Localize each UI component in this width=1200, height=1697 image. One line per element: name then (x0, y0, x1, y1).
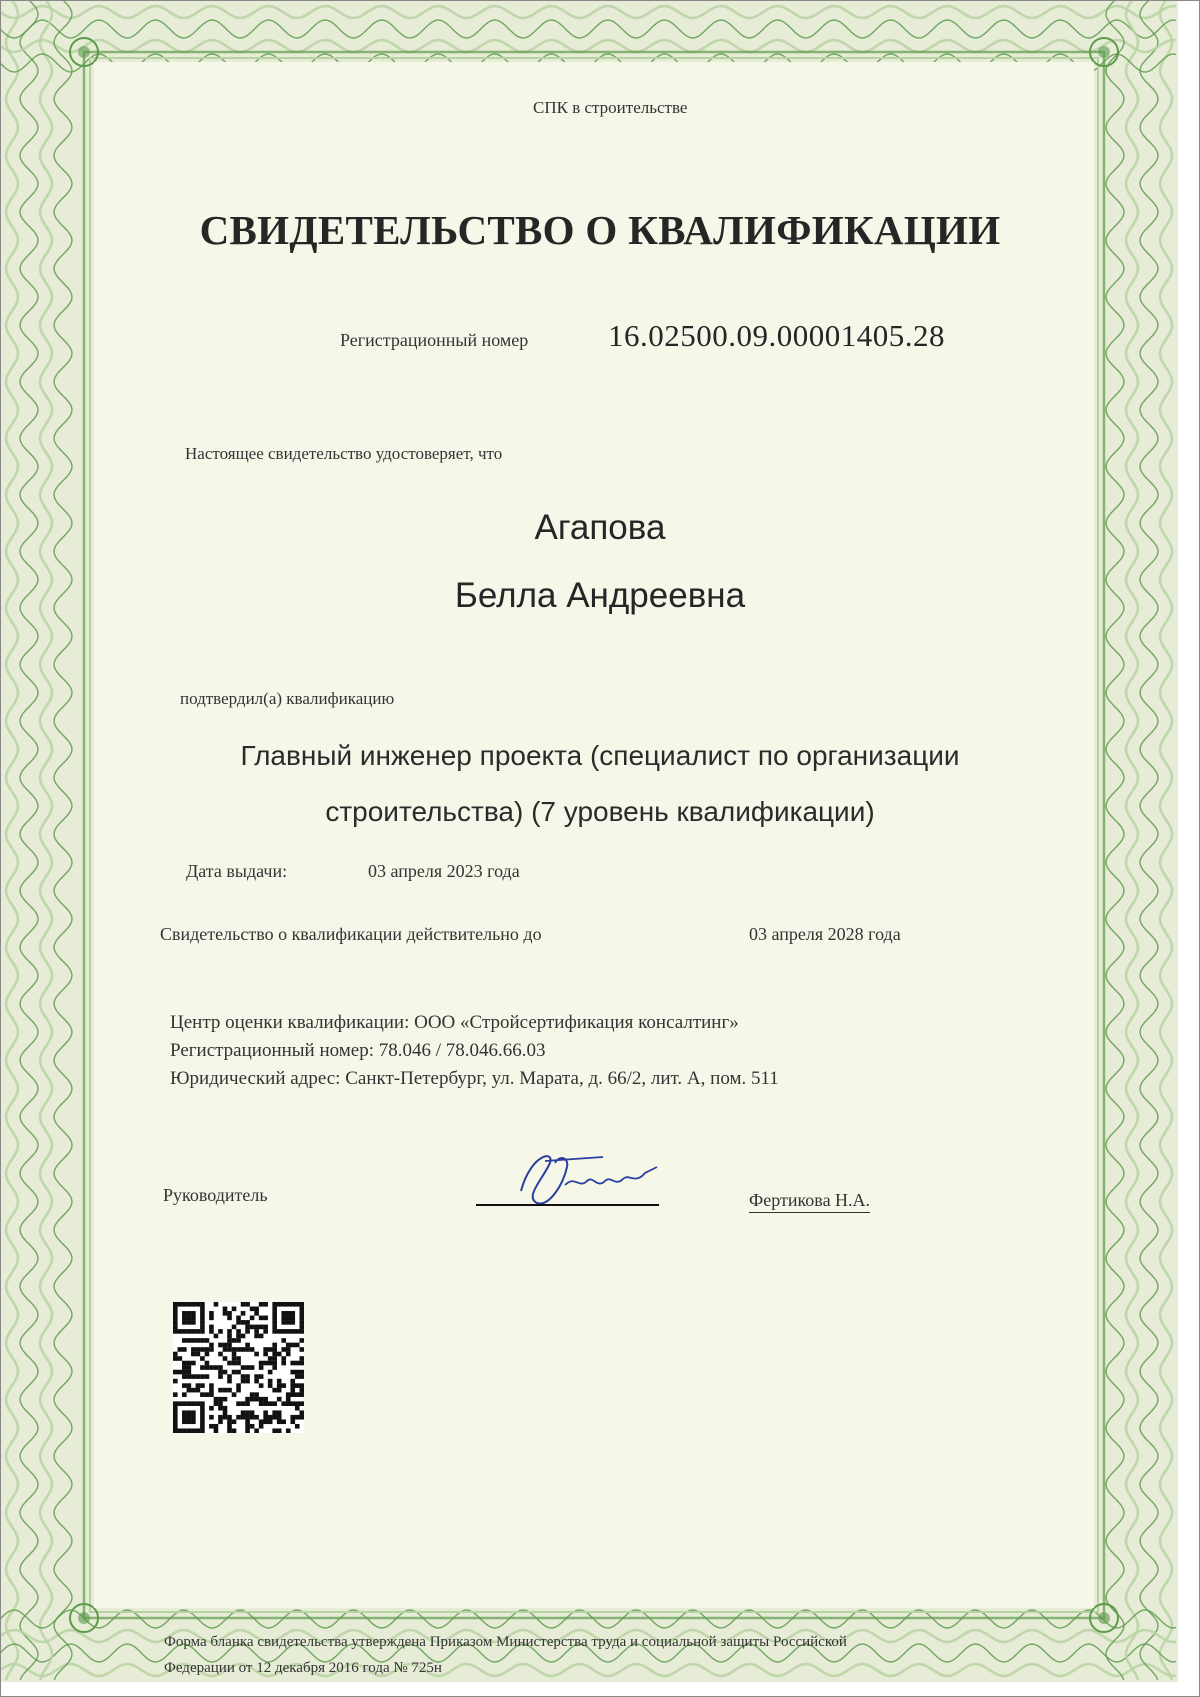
valid-until-value: 03 апреля 2028 года (749, 924, 901, 944)
assessment-center-name: Центр оценки квалификации: ООО «Стройсертификация консалтинг» (170, 1012, 739, 1033)
registration-number: 16.02500.09.00001405.28 (608, 318, 945, 353)
signature-line (476, 1204, 659, 1206)
qr-code (173, 1302, 304, 1433)
intro-text: Настоящее свидетельство удостоверяет, что (185, 444, 503, 463)
issue-date-label: Дата выдачи: (186, 861, 288, 881)
confirmed-label: подтвердил(а) квалификацию (180, 689, 395, 708)
assessment-center-reg-number: Регистрационный номер: 78.046 / 78.046.66.03 (170, 1040, 546, 1061)
organization-line: СПК в строительстве (533, 98, 688, 117)
qualification-line-1: Главный инженер проекта (специалист по организации (240, 740, 960, 771)
document-title: СВИДЕТЕЛЬСТВО О КВАЛИФИКАЦИИ (199, 207, 1001, 253)
qualification-line-2: строительства) (7 уровень квалификации) (325, 796, 875, 827)
issue-date-value: 03 апреля 2023 года (368, 861, 520, 881)
holder-given-names: Белла Андреевна (454, 576, 746, 615)
handwritten-signature (505, 1145, 670, 1211)
signatory-role: Руководитель (163, 1185, 268, 1205)
footer-note-line-2: Федерации от 12 декабря 2016 года № 725н (164, 1660, 442, 1676)
valid-until-label: Свидетельство о квалификации действительно до (160, 924, 542, 944)
assessment-center-address: Юридический адрес: Санкт-Петербург, ул. Марата, д. 66/2, лит. А, пом. 511 (170, 1068, 779, 1089)
holder-surname: Агапова (534, 508, 666, 547)
footer-note-line-1: Форма бланка свидетельства утверждена Приказом Министерства труда и социальной защиты Российской (164, 1634, 847, 1650)
signatory-name: Фертикова Н.А. (749, 1190, 870, 1213)
registration-label: Регистрационный номер (340, 330, 529, 350)
